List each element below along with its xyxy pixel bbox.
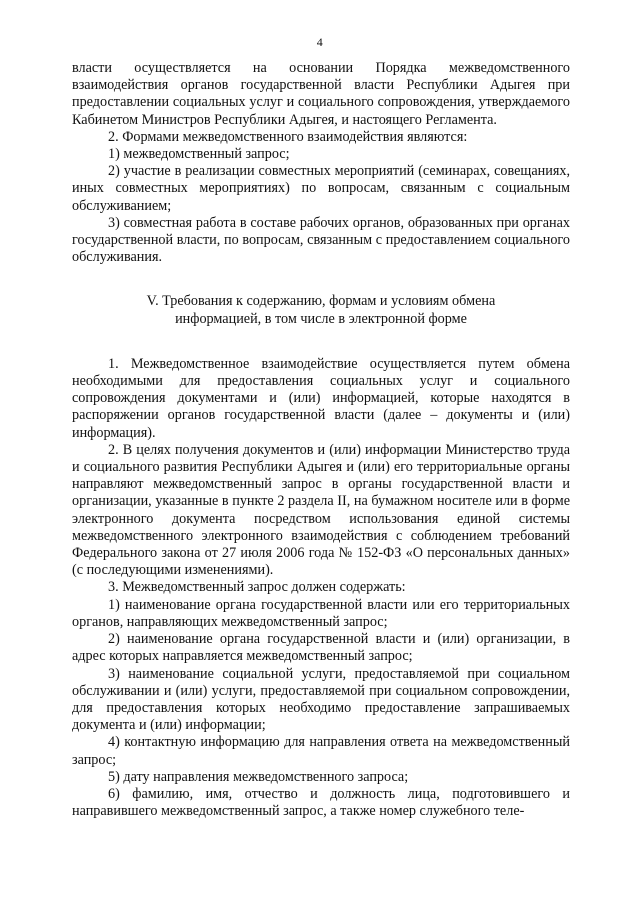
section-paragraph: 1. Межведомственное взаимодействие осуществляется путем обмена необходимыми для предоставления социальных услуг и социального сопровождения документами и (или) информацией, которые находятся в распоряжении органов государственной власти (далее – документы и (или) информация). — [72, 355, 570, 441]
document-body — [72, 60, 570, 820]
forms-heading: 2. Формами межведомственного взаимодействия являются: — [108, 128, 468, 145]
page-number: 4 — [316, 35, 324, 49]
request-item: 3) наименование социальной услуги, предоставляемой при социальном обслуживании и (или) услуги, предоставляемой при социальном сопровождении, для предоставления которых необходимо предоставление запрашиваемых документа и (или) информации; — [72, 665, 570, 734]
request-item: 1) наименование органа государственной власти или его территориальных органов, направляющих межведомственный запрос; — [72, 596, 570, 630]
forms-item: 3) совместная работа в составе рабочих органов, образованных при органах государственной власти, по вопросам, связанным с предоставлением социального обслуживания. — [72, 214, 570, 266]
section-title-line: информацией, в том числе в электронной форме — [175, 310, 467, 327]
request-item: 6) фамилию, имя, отчество и должность лица, подготовившего и направившего межведомственный запрос, а также номер служебного теле- — [72, 785, 570, 820]
forms-item: 1) межведомственный запрос; — [108, 146, 290, 163]
section-paragraph: 2. В целях получения документов и (или) информации Министерство труда и социального развития Республики Адыгея и (или) его территориальные органы направляют межведомственный запрос в органы государственной власти и организации, указанные в пункте 2 раздела II, на бумажном носителе или в форме электронного документа посредством использования единой системы межведомственного электронного взаимодействия с соблюдением требований Федерального закона от 27 июля 2006 года № 152-ФЗ «О персональных данных» (с последующими изменениями). — [72, 441, 570, 579]
intro-paragraph: власти осуществляется на основании Порядка межведомственного взаимодействия органов государственной власти Республики Адыгея при предоставлении социальных услуг и социального сопровождения, утверждаемого Кабинетом Министров Республики Адыгея, и настоящего Регламента. — [72, 60, 570, 128]
section-heading — [72, 293, 570, 327]
request-item: 4) контактную информацию для направления ответа на межведомственный запрос; — [72, 734, 570, 768]
section-title-line: V. Требования к содержанию, формам и условиям обмена — [146, 293, 496, 310]
request-heading: 3. Межведомственный запрос должен содержать: — [108, 579, 406, 596]
request-item: 2) наименование органа государственной власти и (или) организации, в адрес которых направляется межведомственный запрос; — [72, 631, 570, 665]
forms-item: 2) участие в реализации совместных мероприятий (семинарах, совещаниях, иных совместных мероприятиях) по вопросам, связанным с социальным обслуживанием; — [72, 163, 570, 214]
request-item: 5) дату направления межведомственного запроса; — [108, 768, 409, 785]
